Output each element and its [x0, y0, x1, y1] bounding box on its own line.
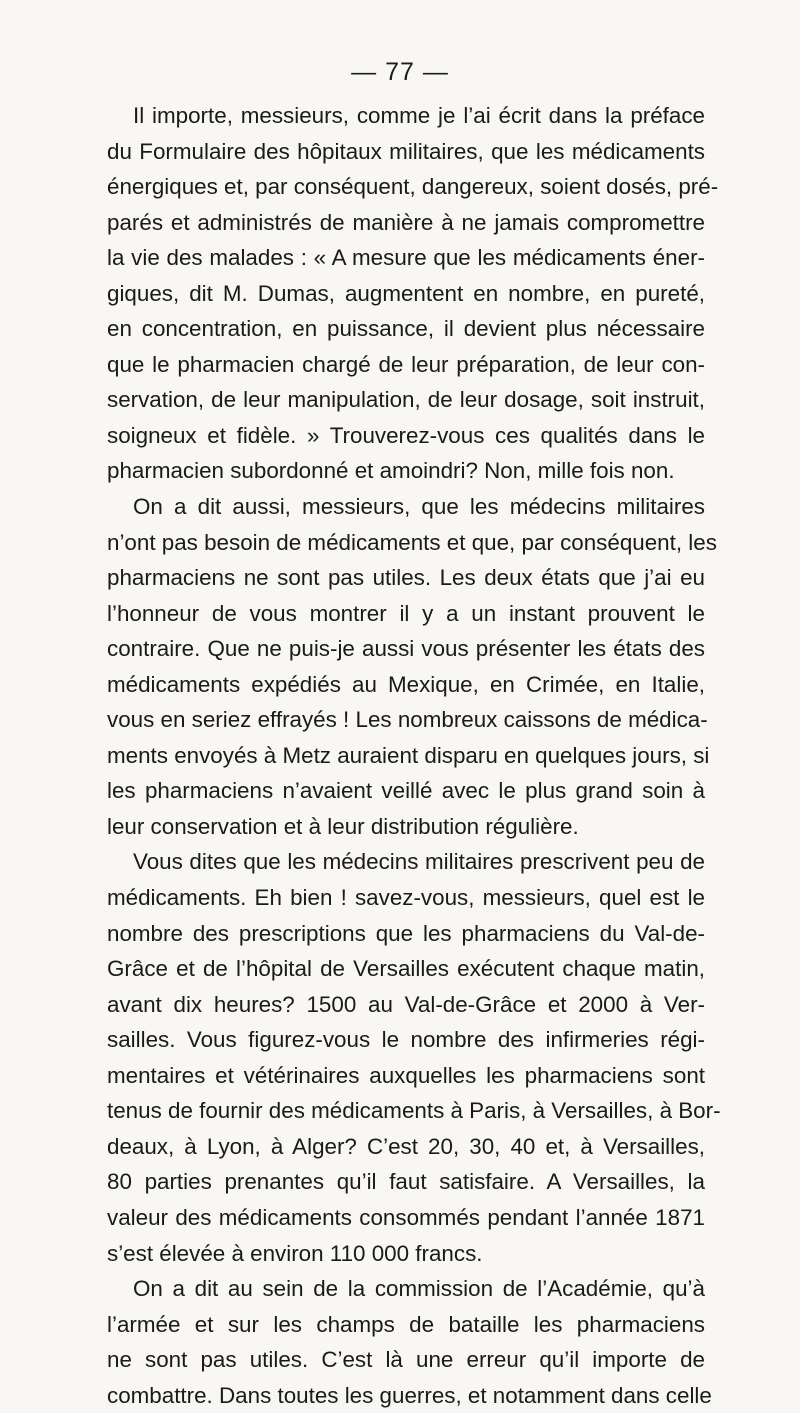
- text-line: avant dix heures? 1500 au Val-de-Grâce et 2000 à Ver-: [107, 991, 705, 1017]
- text-line: deaux, à Lyon, à Alger? C’est 20, 30, 40 et, à Versailles,: [107, 1133, 705, 1159]
- text-line: contraire. Que ne puis-je aussi vous présenter les états des: [107, 636, 705, 662]
- text-line: médicaments expédiés au Mexique, en Crimée, en Italie,: [107, 671, 705, 697]
- text-line: On a dit aussi, messieurs, que les médecins militaires: [133, 494, 705, 520]
- text-line: n’ont pas besoin de médicaments et que, par conséquent, les: [107, 529, 717, 555]
- text-line: Il importe, messieurs, comme je l’ai écrit dans la préface: [133, 103, 705, 128]
- body-text: [107, 98, 721, 1413]
- paragraph: [107, 1271, 712, 1413]
- paragraph: [107, 489, 717, 844]
- text-line: tenus de fournir des médicaments à Paris, à Versailles, à Bor-: [107, 1098, 721, 1124]
- text-line: parés et administrés de manière à ne jamais compromettre: [107, 209, 705, 235]
- text-line: en concentration, en puissance, il devient plus nécessaire: [107, 316, 705, 342]
- text-line: giques, dit M. Dumas, augmentent en nombre, en pureté,: [107, 280, 705, 306]
- text-line: servation, de leur manipulation, de leur dosage, soit instruit,: [107, 387, 705, 413]
- text-line: les pharmaciens n’avaient veillé avec le plus grand soin à: [107, 778, 705, 804]
- text-line: l’armée et sur les champs de bataille les pharmaciens: [107, 1311, 705, 1337]
- text-line: que le pharmacien chargé de leur préparation, de leur con-: [107, 351, 705, 377]
- text-line: médicaments. Eh bien ! savez-vous, messieurs, quel est le: [107, 885, 705, 911]
- text-line: leur conservation et à leur distribution régulière.: [107, 813, 579, 839]
- text-line: Vous dites que les médecins militaires prescrivent peu de: [133, 849, 705, 875]
- text-line: l’honneur de vous montrer il y a un instant prouvent le: [107, 600, 705, 626]
- text-line: s’est élevée à environ 110 000 francs.: [107, 1240, 483, 1266]
- text-line: énergiques et, par conséquent, dangereux, soient dosés, pré-: [107, 174, 719, 200]
- text-line: la vie des malades : « A mesure que les médicaments éner-: [107, 245, 705, 271]
- text-line: On a dit au sein de la commission de l’Académie, qu’à: [133, 1276, 705, 1302]
- page-number: — 77 —: [351, 58, 449, 86]
- text-line: sailles. Vous figurez-vous le nombre des infirmeries régi-: [107, 1027, 705, 1053]
- text-line: pharmacien subordonné et amoindri? Non, mille fois non.: [107, 458, 675, 484]
- text-line: vous en seriez effrayés ! Les nombreux caissons de médica-: [107, 707, 708, 733]
- text-line: ments envoyés à Metz auraient disparu en quelques jours, si: [107, 742, 710, 768]
- text-line: pharmaciens ne sont pas utiles. Les deux états que j’ai eu: [107, 565, 705, 591]
- text-line: 80 parties prenantes qu’il faut satisfaire. A Versailles, la: [107, 1169, 705, 1195]
- text-line: soigneux et fidèle. » Trouverez-vous ces qualités dans le: [107, 422, 705, 448]
- text-line: valeur des médicaments consommés pendant l’année 1871: [107, 1204, 705, 1230]
- text-line: Grâce et de l’hôpital de Versailles exécutent chaque matin,: [107, 956, 705, 982]
- text-line: mentaires et vétérinaires auxquelles les pharmaciens sont: [107, 1062, 705, 1088]
- text-line: ne sont pas utiles. C’est là une erreur qu’il importe de: [107, 1347, 705, 1373]
- paragraph: [107, 98, 719, 489]
- text-line: combattre. Dans toutes les guerres, et notamment dans celle: [107, 1382, 712, 1408]
- text-line: du Formulaire des hôpitaux militaires, que les médicaments: [107, 138, 705, 164]
- paragraph: [107, 844, 721, 1271]
- text-line: nombre des prescriptions que les pharmaciens du Val-de-: [107, 920, 705, 946]
